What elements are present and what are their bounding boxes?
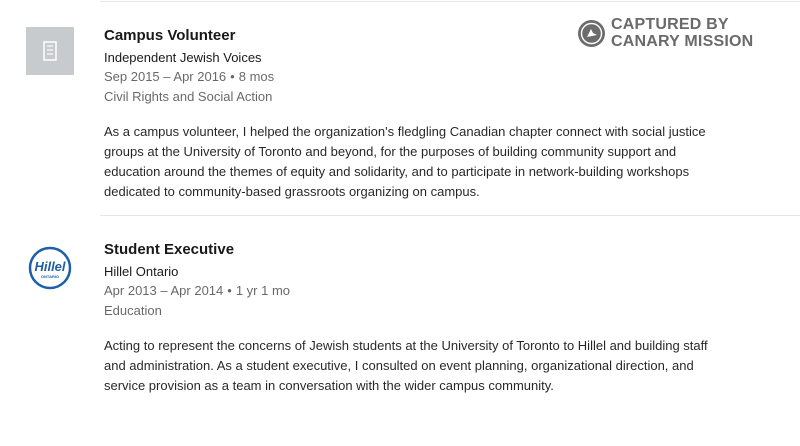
building-icon <box>43 41 57 61</box>
hillel-logo <box>26 244 74 292</box>
organization-name[interactable]: Independent Jewish Voices <box>104 50 262 65</box>
canary-bird-icon <box>578 20 605 47</box>
date-range-text: Sep 2015 – Apr 2016 <box>104 69 227 84</box>
duration-text: 8 mos <box>238 69 275 84</box>
company-logo[interactable] <box>26 244 74 292</box>
organization-name[interactable]: Hillel Ontario <box>104 264 179 279</box>
top-divider <box>100 1 800 2</box>
separator-dot: • <box>227 283 232 298</box>
position-title: Student Executive <box>104 241 235 258</box>
position-title: Campus Volunteer <box>104 27 236 44</box>
cause-category: Civil Rights and Social Action <box>104 89 273 104</box>
date-range <box>104 281 724 301</box>
date-range-text: Apr 2013 – Apr 2014 <box>104 283 224 298</box>
cause-category: Education <box>104 303 162 318</box>
hillel-logo-text: Hillel <box>34 259 66 274</box>
separator-dot: • <box>230 69 235 84</box>
date-range <box>104 67 724 87</box>
duration-text: 1 yr 1 mo <box>235 283 291 298</box>
canary-mission-watermark <box>578 13 778 53</box>
role-description: Acting to represent the concerns of Jewish students at the University of Toronto to Hillel and building staff and administration. As a student executive, I consulted on event planning, organizational direction, and service provision as a team in conversation with the wider campus community. <box>104 338 708 393</box>
entry-divider <box>100 215 800 216</box>
role-description: As a campus volunteer, I helped the organization's fledgling Canadian chapter connect with social justice groups at the University of Toronto and beyond, for the purposes of building community support and education around the themes of equity and solidarity, and to participate in network-building workshops dedicated to community-based grassroots organizing on campus. <box>104 124 706 199</box>
watermark-line2: CANARY MISSION <box>611 33 754 50</box>
watermark-text <box>611 16 753 50</box>
company-logo[interactable] <box>26 27 74 75</box>
watermark-line1: CAPTURED BY <box>611 16 729 33</box>
hillel-logo-subtext: ONTARIO <box>40 274 60 279</box>
